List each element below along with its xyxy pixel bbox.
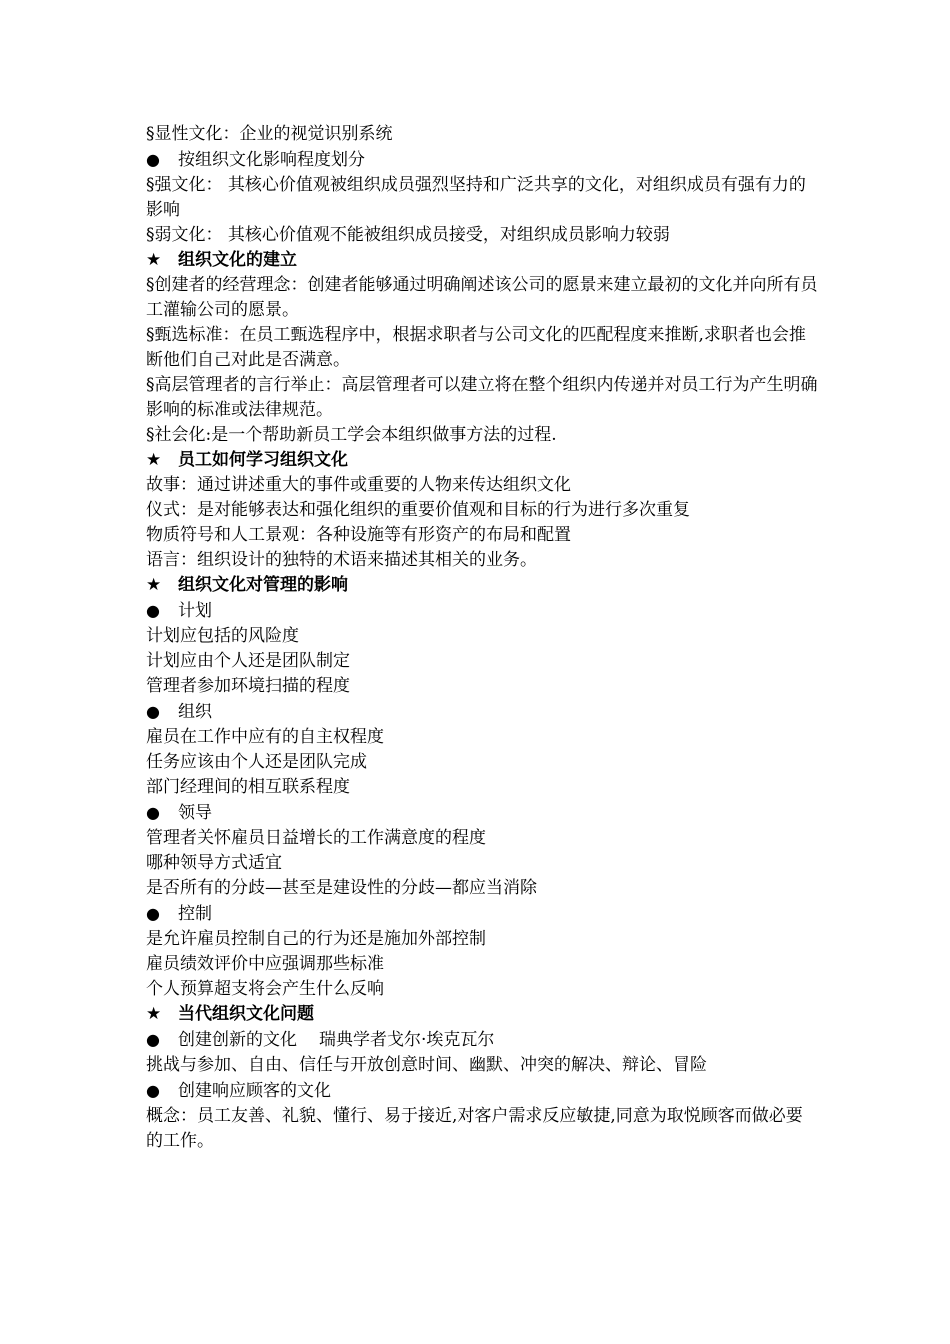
text-line: 雇员绩效评价中应强调那些标准 [146, 954, 384, 974]
text-line: 语言：组织设计的独特的术语来描述其相关的业务。 [146, 550, 537, 570]
bullet-item [146, 1078, 818, 1104]
text-line: §创建者的经营理念：创建者能够通过明确阐述该公司的愿景来建立最初的文化并向所有员工灌输公司的愿景。 [146, 275, 818, 320]
star-icon: ★ [146, 250, 162, 270]
section-heading [146, 573, 818, 598]
text-line: 物质符号和人工景观：各种设施等有形资产的布局和配置 [146, 525, 571, 545]
text-line: 管理者参加环境扫描的程度 [146, 676, 350, 696]
star-icon: ★ [146, 1004, 162, 1024]
text-line: §高层管理者的言行举止：高层管理者可以建立将在整个组织内传递并对员工行为产生明确影响的标准或法律规范。 [146, 375, 818, 420]
bullet-text: 控制 [178, 904, 212, 924]
bullet-text: 组织 [178, 702, 212, 722]
text-line: 故事：通过讲述重大的事件或重要的人物来传达组织文化 [146, 475, 571, 495]
bullet-icon: ● [146, 601, 160, 620]
bullet-item [146, 598, 818, 624]
bullet-item [146, 699, 818, 725]
bullet-item [146, 147, 818, 173]
section-heading [146, 248, 818, 273]
text-line: §弱文化： 其核心价值观不能被组织成员接受，对组织成员影响力较弱 [146, 225, 670, 245]
bullet-icon: ● [146, 702, 160, 721]
text-line: §强文化： 其核心价值观被组织成员强烈坚持和广泛共享的文化，对组织成员有强有力的影响 [146, 175, 806, 220]
bullet-text: 创建响应顾客的文化 [178, 1081, 331, 1101]
bullet-icon: ● [146, 1030, 160, 1049]
bullet-item [146, 1027, 818, 1053]
bullet-extra-text: 瑞典学者戈尔·埃克瓦尔 [319, 1030, 495, 1050]
text-line: §社会化:是一个帮助新员工学会本组织做事方法的过程. [146, 425, 557, 445]
bullet-text: 创建创新的文化 [178, 1030, 297, 1050]
bullet-icon: ● [146, 904, 160, 923]
text-line: 任务应该由个人还是团队完成 [146, 752, 367, 772]
section-heading-text: 当代组织文化问题 [178, 1004, 314, 1024]
section-heading-text: 组织文化的建立 [178, 250, 297, 270]
text-line: 哪种领导方式适宜 [146, 853, 282, 873]
bullet-item [146, 901, 818, 927]
text-line: 计划应包括的风险度 [146, 626, 299, 646]
bullet-icon: ● [146, 803, 160, 822]
star-icon: ★ [146, 450, 162, 470]
section-heading [146, 1002, 818, 1027]
text-line: 计划应由个人还是团队制定 [146, 651, 350, 671]
text-line: 是允许雇员控制自己的行为还是施加外部控制 [146, 929, 486, 949]
text-line: 部门经理间的相互联系程度 [146, 777, 350, 797]
text-line: §甄选标准：在员工甄选程序中，根据求职者与公司文化的匹配程度来推断,求职者也会推断他们自己对此是否满意。 [146, 325, 806, 370]
bullet-text: 按组织文化影响程度划分 [178, 150, 365, 170]
text-line: 仪式：是对能够表达和强化组织的重要价值观和目标的行为进行多次重复 [146, 500, 690, 520]
bullet-item [146, 800, 818, 826]
bullet-icon: ● [146, 1081, 160, 1100]
star-icon: ★ [146, 575, 162, 595]
section-heading [146, 448, 818, 473]
text-line: 雇员在工作中应有的自主权程度 [146, 727, 384, 747]
bullet-icon: ● [146, 150, 160, 169]
text-line: §显性文化：企业的视觉识别系统 [146, 124, 393, 144]
text-line: 概念：员工友善、礼貌、懂行、易于接近,对客户需求反应敏捷,同意为取悦顾客而做必要的工作。 [146, 1106, 803, 1151]
text-line: 是否所有的分歧—甚至是建设性的分歧—都应当消除 [146, 878, 537, 898]
text-line: 管理者关怀雇员日益增长的工作满意度的程度 [146, 828, 486, 848]
section-heading-text: 员工如何学习组织文化 [178, 450, 348, 470]
section-heading-text: 组织文化对管理的影响 [178, 575, 348, 595]
document-page [146, 122, 818, 1154]
bullet-text: 计划 [178, 601, 212, 621]
text-line: 个人预算超支将会产生什么反响 [146, 979, 384, 999]
text-line: 挑战与参加、自由、信任与开放创意时间、幽默、冲突的解决、辩论、冒险 [146, 1055, 707, 1075]
bullet-text: 领导 [178, 803, 212, 823]
